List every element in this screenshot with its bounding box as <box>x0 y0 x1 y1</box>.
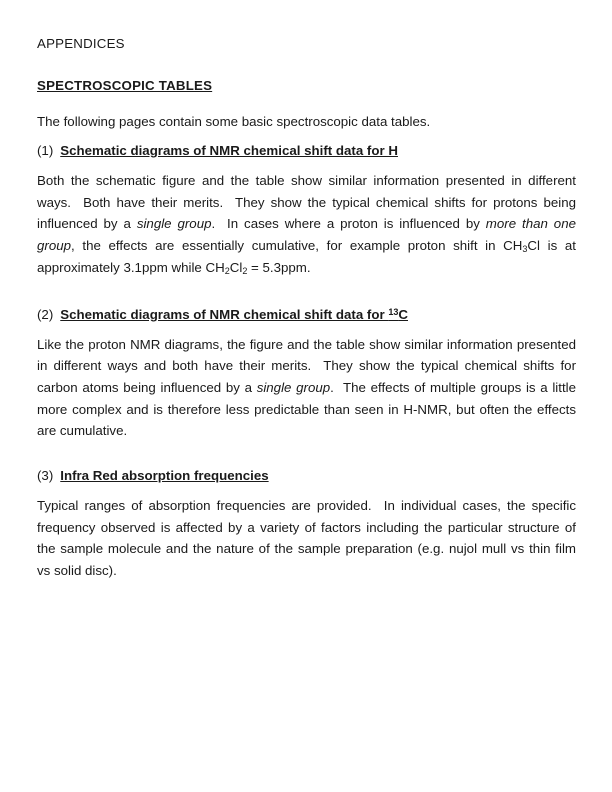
section-1-heading <box>37 143 576 159</box>
section-3-heading <box>37 468 576 484</box>
section-number: (2) <box>37 306 54 322</box>
section-heading-text: Infra Red absorption frequencies <box>60 468 269 484</box>
section-2-paragraph: Like the proton NMR diagrams, the figure and the table show similar information presented in different ways and both have their merits. They show the typical chemical shifts for carbon atoms being influenced by a single group. The effects of multiple groups is a little more complex and is therefore less predictable than seen in H-NMR, but often the effects are cumulative. <box>37 336 576 439</box>
section-1-paragraph: Both the schematic figure and the table show similar information presented in different ways. Both have their merits. They show the typical chemical shifts for protons being influenced by a single group. In cases where a proton is influenced by more than one group, the effects are essentially cumulative, for example proton shift in $CH_3Cl$ is at approximately 3.1ppm while $CH_2Cl_2 = 5.3ppm$. <box>37 173 576 276</box>
section-heading-text: Schematic diagrams of NMR chemical shift data for $^{13}$C <box>60 306 408 322</box>
section-number: (3) <box>37 468 54 484</box>
section-3-paragraph: Typical ranges of absorption frequencies are provided. In individual cases, the specific frequency observed is affected by a variety of factors including the particular structure of the sample molecule and the nature of the sample preparation (e.g. nujol mull vs thin film vs solid disc). <box>37 498 576 579</box>
intro-paragraph: The following pages contain some basic spectroscopic data tables. <box>37 114 431 129</box>
section-2-heading <box>37 307 576 323</box>
page-header: APPENDICES <box>37 36 125 51</box>
section-number: (1) <box>37 143 54 158</box>
section-heading-text: Schematic diagrams of NMR chemical shift data for H <box>60 143 398 158</box>
document-title: SPECTROSCOPIC TABLES <box>37 78 213 93</box>
